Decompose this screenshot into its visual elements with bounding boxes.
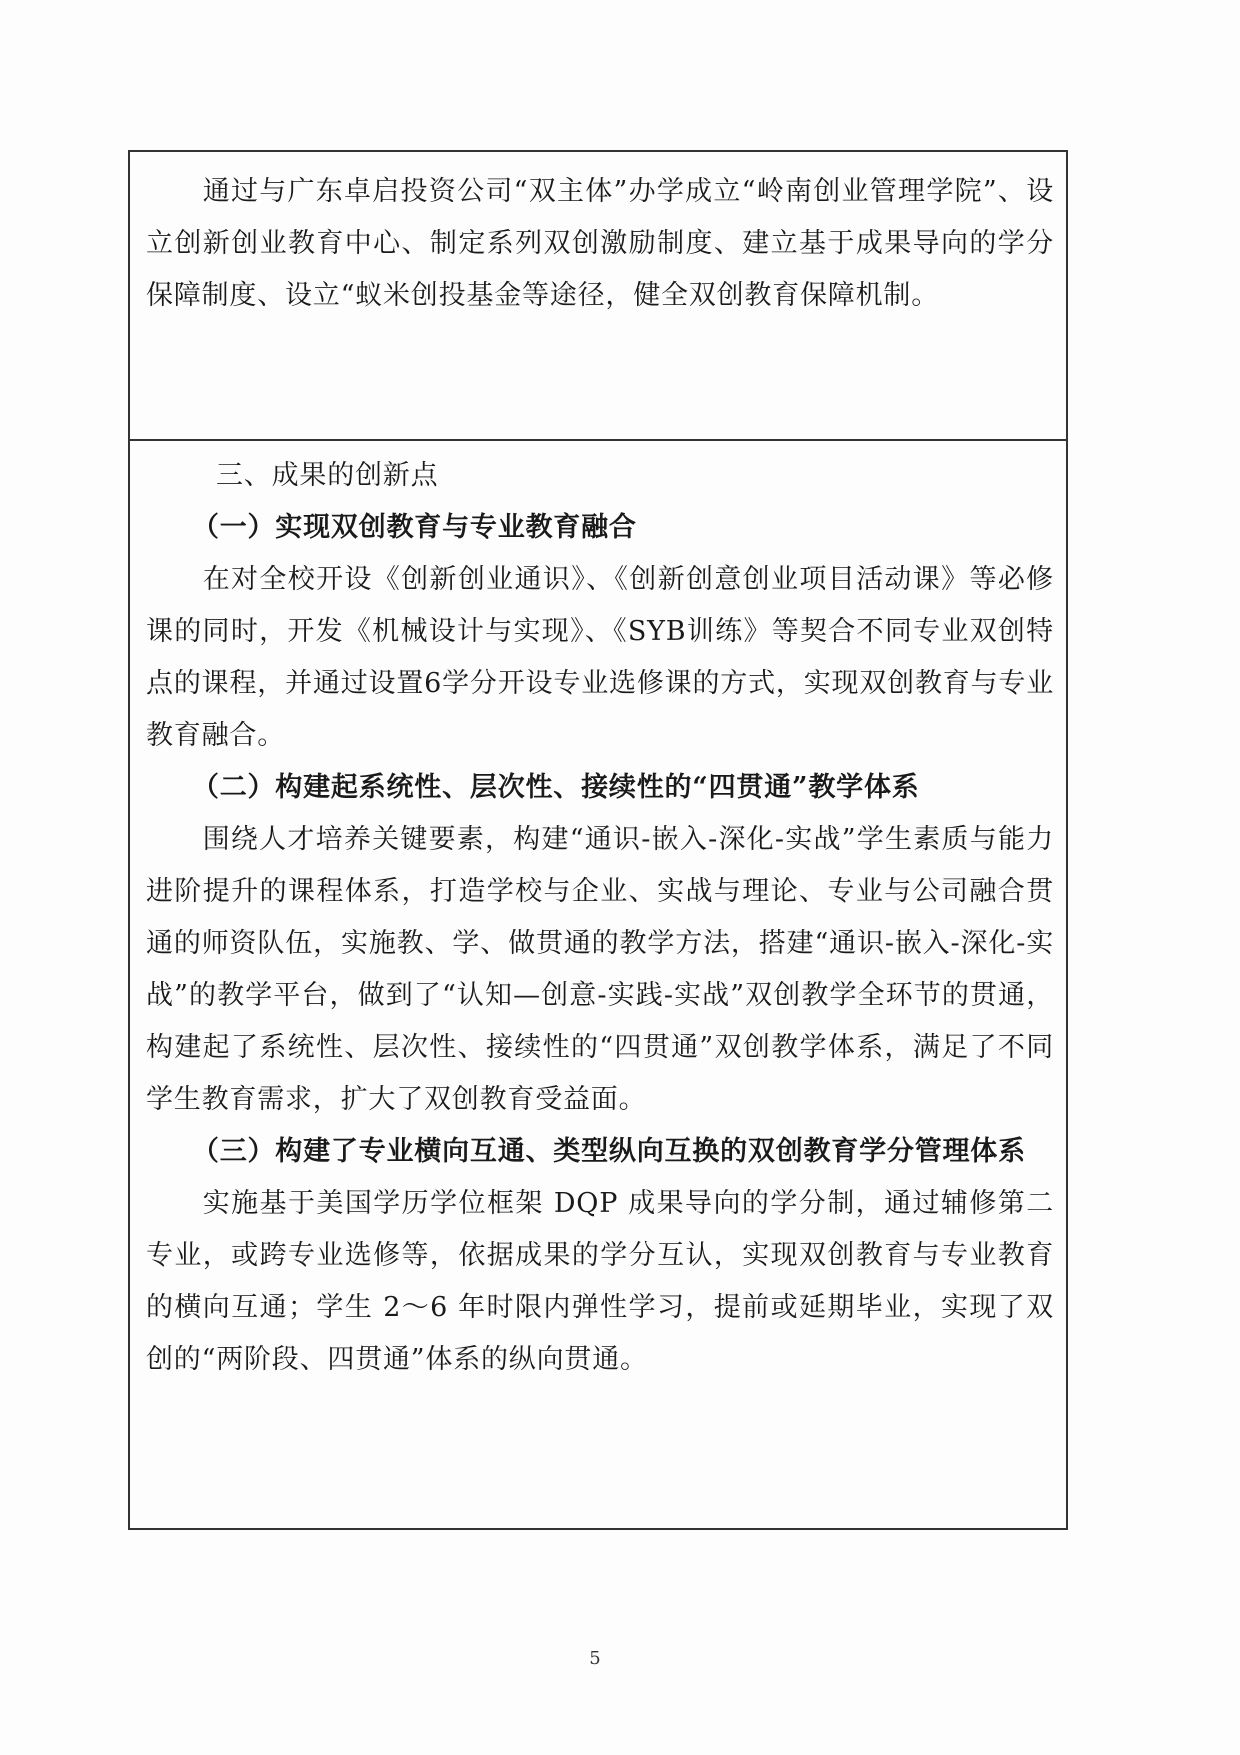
- table-row-divider: [130, 439, 1066, 441]
- section-title: 三、成果的创新点: [216, 460, 439, 491]
- content-table: [128, 150, 1068, 1530]
- item-body-1: 在对全校开设《创新创业通识》、《创新创意创业项目活动课》等必修课的同时，开发《机械设计与实现》、《SYB训练》等契合不同专业双创特点的课程，并通过设置6学分开设专业选修课的方式，实现双创教育与专业教育融合。: [146, 564, 1054, 751]
- item-body-2: 围绕人才培养关键要素，构建“通识-嵌入-深化-实战”学生素质与能力进阶提升的课程体系，打造学校与企业、实战与理论、专业与公司融合贯通的师资队伍，实施教、学、做贯通的教学方法，搭建“通识-嵌入-深化-实战”的教学平台，做到了“认知—创意-实践-实战”双创教学全环节的贯通，构建起了系统性、层次性、接续性的“四贯通”双创教学体系，满足了不同学生教育需求，扩大了双创教育受益面。: [146, 824, 1054, 1115]
- table-cell-top: [146, 166, 1054, 322]
- item-heading-2: （二）构建起系统性、层次性、接续性的“四贯通”教学体系: [191, 772, 920, 803]
- item-heading-1: （一）实现双创教育与专业教育融合: [191, 512, 637, 543]
- guarantee-mechanism-paragraph: 通过与广东卓启投资公司“双主体”办学成立“岭南创业管理学院”、设立创新创业教育中心、制定系列双创激励制度、建立基于成果导向的学分保障制度、设立“蚁米创投基金等途径，健全双创教育保障机制。: [146, 176, 1054, 311]
- table-cell-bottom: [146, 450, 1054, 1386]
- page-number: 5: [589, 1648, 601, 1669]
- item-heading-3: （三）构建了专业横向互通、类型纵向互换的双创教育学分管理体系: [191, 1136, 1026, 1167]
- item-body-3: 实施基于美国学历学位框架 DQP 成果导向的学分制，通过辅修第二专业，或跨专业选修等，依据成果的学分互认，实现双创教育与专业教育的横向互通；学生 2～6 年时限内弹性学习，提前或延期毕业，实现了双创的“两阶段、四贯通”体系的纵向贯通。: [146, 1188, 1054, 1375]
